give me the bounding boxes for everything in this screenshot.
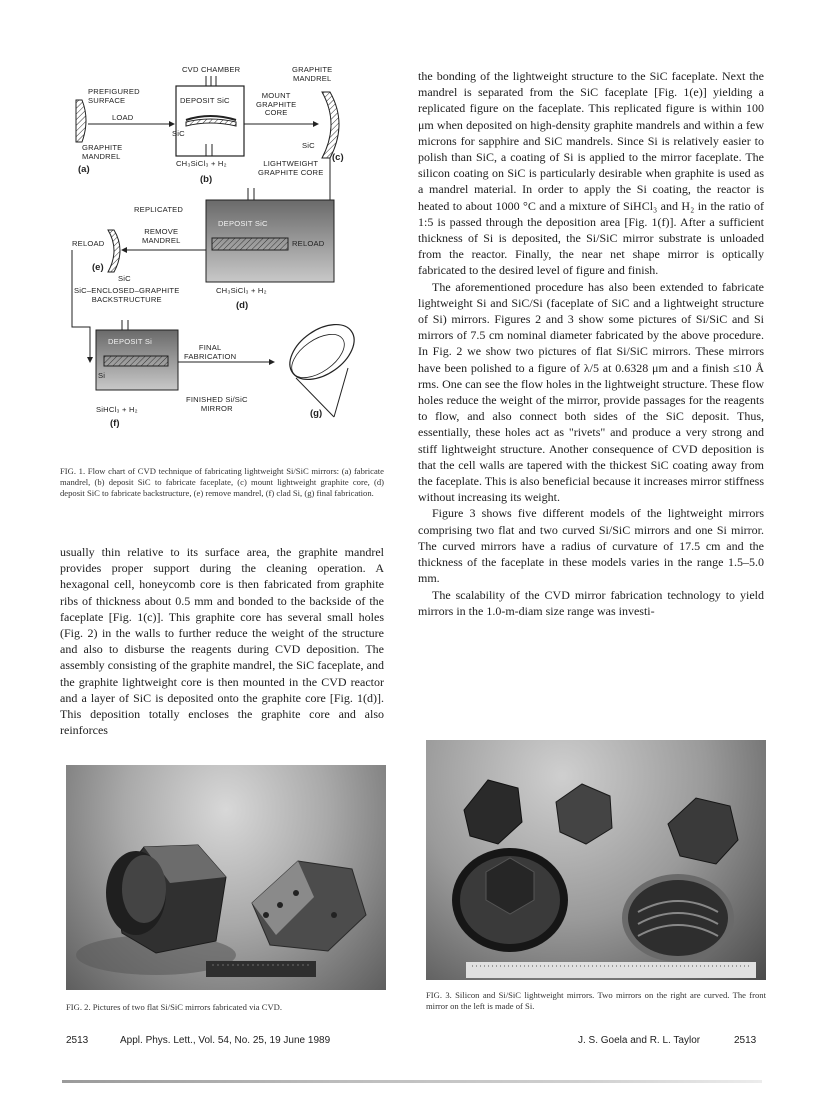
label-load: LOAD <box>112 113 134 122</box>
footer-journal-citation: Appl. Phys. Lett., Vol. 54, No. 25, 19 June 1989 <box>120 1035 331 1046</box>
right-paragraph-4: The scalability of the CVD mirror fabrication technology to yield mirrors in the 1.0-m-diam size range was investi- <box>418 587 764 618</box>
footer-authors: J. S. Goela and R. L. Taylor <box>578 1035 701 1046</box>
left-paragraph: usually thin relative to its surface area, the graphite mandrel provides proper support during the cleaning operation. A hexagonal cell, honeycomb core is then fabricated from graphite ribs of thickness about 0.5 mm and bonded to the backside of the faceplate [Fig. 1(c)]. This graphite core has several small holes (Fig. 2) in the walls to further reduce the weight of the structure and also to disburse the reagents during CVD deposition. The assembly consisting of the graphite mandrel, the SiC faceplate, and the graphite lightweight core is then mounted in the CVD reactor and a layer of SiC is deposited onto the graphite core [Fig. 1(d)]. This deposition totally encloses the graphite core and also reinforces <box>60 545 384 738</box>
label-graphite-mandrel-top: GRAPHITE MANDREL <box>292 65 333 83</box>
sublabel-d: (d) <box>236 300 249 311</box>
label-reactants-d: CH₃SiCl₃ + H₂ <box>216 286 267 295</box>
sublabel-c: (c) <box>332 152 344 163</box>
label-deposit-si: DEPOSIT Si <box>108 337 153 346</box>
label-mount-graphite-core: MOUNT GRAPHITE CORE <box>256 91 297 118</box>
label-reload-right: RELOAD <box>292 239 325 248</box>
label-reactants-b: CH₃SiCl₃ + H₂ <box>176 159 227 168</box>
right-paragraph-3: Figure 3 shows five different models of the lightweight mirrors comprising two flat and two curved Si/SiC mirrors and one Si mirror. The curved mirrors have a radius of curvature of 17.5 cm and the thickness of the faceplate in these models varies in the range 1.5–5.0 mm. <box>418 506 764 586</box>
figure-3-caption: FIG. 3. Silicon and Si/SiC lightweight mirrors. Two mirrors on the right are curved. The front mirror on the left is made of Si. <box>426 990 766 1011</box>
right-paragraph-2: The aforementioned procedure has also been extended to fabricate lightweight Si and SiC/Si (faceplate of SiC and a lightweight structure of Si) mirrors. Figures 2 and 3 show some pictures of Si/SiC and Si mirrors of 7.5 cm nominal diameter fabricated by the above procedure. In Fig. 2 we show two pictures of flat Si/SiC mirrors. These mirrors have been polished to a figure of λ/5 at 0.6328 μm and a finish ≤10 Å rms. One can see the flow holes in the lightweight structure. These flow holes reduce the weight of the mirror, provide passages for the reagents to flow, and also connect both sides of the SiC deposit. Thus, essentially, these holes act as "rivets" and produce a very strong and stiff lightweight structure. Another consequence of CVD deposition is that the cell walls are tapered with the thickest SiC coating away from the faceplate. This is also beneficial because it increases mirror stiffness without increasing its weight. <box>418 279 764 505</box>
label-finished-mirror: FINISHED Si/SiC MIRROR <box>186 395 248 413</box>
label-deposit-sic: DEPOSIT SiC <box>180 96 230 105</box>
sublabel-a: (a) <box>78 164 90 175</box>
label-sic-c: SiC <box>302 141 315 150</box>
label-reactants-f: SiHCl₃ + H₂ <box>96 405 138 414</box>
footer-page-number-left: 2513 <box>66 1035 89 1046</box>
figure-1-caption: FIG. 1. Flow chart of CVD technique of fabricating lightweight Si/SiC mirrors: (a) fabricate mandrel, (b) deposit SiC to fabricate faceplate, (c) mount lightweight graphite core, (d) deposit SiC to fabricate backstructure, (e) remove mandrel, (f) clad Si, (g) final fabrication. <box>60 466 384 498</box>
label-replicated: REPLICATED <box>134 205 184 214</box>
label-sic-e: SiC <box>118 274 131 283</box>
figure-3-mirrors <box>426 740 766 980</box>
label-reload-left: RELOAD <box>72 239 105 248</box>
figure-3-photo <box>426 740 766 980</box>
right-paragraph-1: the bonding of the lightweight structure to the SiC faceplate. Next the mandrel is separated from the SiC faceplate [Fig. 1(e)] yielding a replicated figure on the faceplate. This replicated figure is within 100 μm when deposited on high-density graphite mandrels and within a few microns for sapphire and SiC mandrels. Since Si is relatively easier to polish than SiC, a coating of Si is applied to the mirror faceplate. The silicon coating on SiC is particularly desirable when graphite is used as a mandrel material. In order to apply the Si coating, the reactor is heated to about 1000 °C and a mixture of SiHCl₃ and H₂ in the ratio of 1:5 is passed through the deposition area [Fig. 1(f)]. After a sufficient thickness of Si is deposited, the Si/SiC mirror substrate is unloaded from the reactor. Finally, the near net shape mirror is optically fabricated to the desired level of figure and finish. <box>418 69 764 278</box>
figure-2-caption: FIG. 2. Pictures of two flat Si/SiC mirrors fabricated via CVD. <box>66 1002 283 1012</box>
figure-2-photo <box>66 765 386 990</box>
sublabel-e: (e) <box>92 262 104 273</box>
label-sic-enclosed-backstructure: SiC–ENCLOSED–GRAPHITE BACKSTRUCTURE <box>74 286 180 304</box>
label-prefigured-surface: PREFIGURED SURFACE <box>88 87 140 105</box>
sublabel-b: (b) <box>200 174 213 185</box>
label-remove-mandrel: REMOVE MANDREL <box>142 227 181 245</box>
right-column-text <box>418 68 764 619</box>
label-lightweight-graphite-core: LIGHTWEIGHT GRAPHITE CORE <box>258 159 324 177</box>
label-si-f: Si <box>98 371 106 380</box>
figure-2-mirrors <box>66 765 386 990</box>
label-final-fabrication: FINAL FABRICATION <box>184 343 237 361</box>
label-deposit-sic-d: DEPOSIT SiC <box>218 219 268 228</box>
sublabel-g: (g) <box>310 408 323 419</box>
label-graphite-mandrel-a: GRAPHITE MANDREL <box>82 143 123 161</box>
footer-page-number-right: 2513 <box>734 1035 757 1046</box>
label-sic-b: SiC <box>172 129 185 138</box>
sublabel-f: (f) <box>110 418 120 429</box>
page-bottom-rule <box>62 1080 762 1083</box>
label-cvd-chamber: CVD CHAMBER <box>182 65 241 74</box>
left-column-text <box>60 544 384 738</box>
